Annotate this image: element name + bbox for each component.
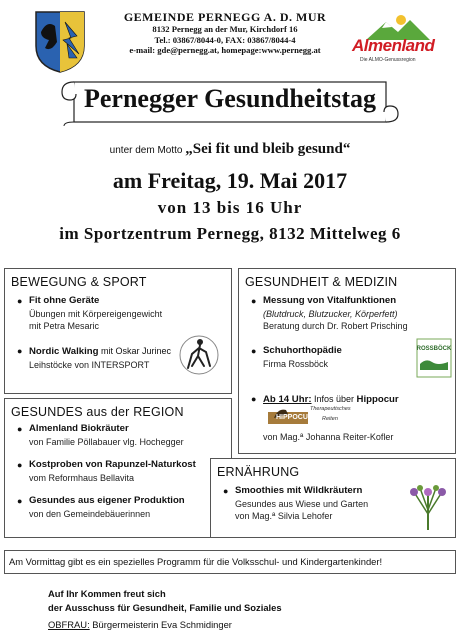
item-head-suffix: mit Oskar Jurinec [98, 346, 171, 356]
item-head: Nordic Walking [29, 346, 99, 357]
bullet-icon: ● [17, 460, 23, 470]
item-detail: Übungen mit Körpereigengewicht [29, 308, 163, 319]
bullet-icon: ● [17, 496, 23, 506]
almenland-brand: Almenland [352, 36, 435, 55]
item-detail: von Mag.ª Johanna Reiter-Kofler [263, 431, 394, 442]
list-item [17, 459, 229, 484]
almenland-tagline: Die ALMO-Genussregion [360, 57, 416, 63]
footer-obfrau [48, 618, 282, 632]
hippocur-subtitle: Therapeutisches [310, 406, 351, 412]
event-title: Pernegger Gesundheitstag [84, 84, 376, 113]
section-title: ERNÄHRUNG [217, 465, 300, 479]
item-detail: Leihstöcke von INTERSPORT [29, 359, 150, 370]
item-head: Messung von Vitalfunktionen [263, 295, 397, 306]
item-detail: vom Reformhaus Bellavita [29, 472, 135, 483]
section-title: GESUNDHEIT & MEDIZIN [245, 275, 398, 289]
item-detail: Beratung durch Dr. Robert Prisching [263, 321, 408, 331]
section-title: BEWEGUNG & SPORT [11, 275, 147, 289]
nordic-walker-icon [178, 334, 220, 376]
list-item [223, 485, 405, 523]
item-detail: Firma Rossböck [263, 358, 329, 369]
item-detail: mit Petra Mesaric [29, 321, 100, 331]
rossboeck-shoe-logo [416, 338, 452, 378]
item-detail: von Mag.ª Silvia Lehofer [235, 511, 333, 521]
item-head: Almenland Biokräuter [29, 423, 129, 434]
list-item [17, 495, 229, 520]
item-head-suffix: Infos über [311, 394, 357, 404]
item-detail: von den Gemeindebäuerinnen [29, 508, 151, 519]
obfrau-name: Bürgermeisterin Eva Schmidinger [89, 619, 232, 630]
municipality-address: 8132 Pernegg an der Mur, Kirchdorf 16 [152, 24, 298, 34]
list-item [17, 423, 229, 448]
footer-line: der Ausschuss für Gesundheit, Familie und Soziales [48, 601, 282, 613]
bullet-icon: ● [251, 346, 257, 356]
event-date: am Freitag, 19. Mai 2017 [112, 168, 348, 193]
hippocur-logo [268, 404, 358, 430]
section-gesundes-region [4, 398, 232, 538]
motto-text: „Sei fit und bleib gesund“ [185, 141, 351, 157]
list-item [251, 345, 413, 370]
bullet-icon: ● [251, 296, 257, 306]
list-item [17, 345, 189, 371]
municipality-header [100, 10, 350, 56]
list-item [17, 295, 229, 333]
municipality-crest-logo [33, 8, 87, 74]
bullet-icon: ● [223, 486, 229, 496]
item-head: Fit ohne Geräte [29, 295, 100, 306]
event-time: von 13 bis 16 Uhr [157, 198, 303, 217]
kids-program-note: Am Vormittag gibt es ein spezielles Programm für die Volksschul- und Kindergartenkinder! [4, 550, 456, 574]
item-head: Kostproben von Rapunzel-Naturkost [29, 459, 196, 470]
bullet-icon: ● [17, 296, 23, 306]
hippocur-label: HIPPOCUR [276, 414, 313, 421]
motto-prefix: unter dem Motto [109, 145, 186, 156]
item-head: Gesundes aus eigener Produktion [29, 495, 185, 506]
bullet-icon: ● [251, 394, 257, 404]
item-detail: von Familie Pöllabauer vlg. Hochegger [29, 436, 184, 447]
footer [48, 587, 282, 632]
herbs-bundle-icon [406, 484, 450, 530]
section-title: GESUNDES aus der REGION [11, 405, 184, 419]
hippocur-subtitle-2: Reiten [322, 416, 338, 422]
item-head: Smoothies mit Wildkräutern [235, 485, 363, 496]
rossboeck-label: ROSSBÖCK [416, 346, 452, 352]
item-detail: (Blutdruck, Blutzucker, Körperfett) [263, 308, 398, 319]
item-head: Schuhorthopädie [263, 345, 342, 356]
item-detail: Gesundes aus Wiese und Garten [235, 498, 369, 509]
item-head: Ab 14 Uhr: [263, 394, 312, 405]
event-place: im Sportzentrum Pernegg, 8132 Mittelweg 6 [59, 224, 401, 243]
bullet-icon: ● [17, 424, 23, 434]
list-item [251, 295, 453, 333]
bullet-icon: ● [17, 346, 23, 356]
obfrau-label: OBFRAU: [48, 619, 90, 630]
municipality-phone: Tel.: 03867/8044-0, FAX: 03867/8044-4 [154, 34, 296, 45]
almenland-logo [346, 12, 446, 67]
item-head-brand: Hippocur [356, 394, 399, 405]
motto-line [0, 141, 460, 158]
municipality-title: GEMEINDE PERNEGG A. D. MUR [123, 10, 327, 24]
footer-line: Auf Ihr Kommen freut sich [48, 588, 166, 599]
municipality-email: e-mail: gde@pernegg.at, homepage:www.pernegg.at [129, 45, 321, 55]
